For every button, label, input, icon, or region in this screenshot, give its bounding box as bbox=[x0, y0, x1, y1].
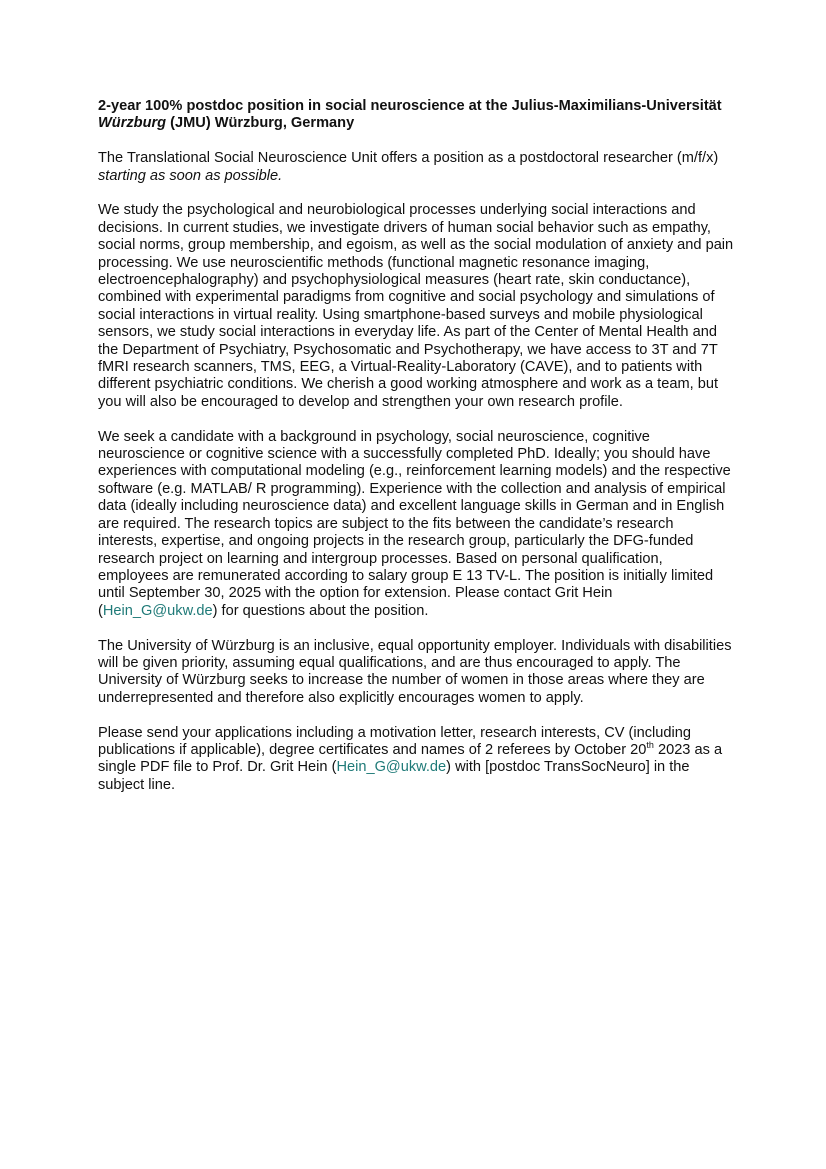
document-title bbox=[98, 98, 734, 133]
application-text: Please send your applications including a motivation letter, research interests, CV (including publications if applicable), degree certificates and names of 2 referees by October 20 bbox=[98, 724, 691, 758]
candidate-text-after: ) for questions about the position. bbox=[212, 602, 429, 619]
candidate-text: We seek a candidate with a background in psychology, social neuroscience, cognitive neuroscience or cognitive science with a successfully completed PhD. Ideally; you should have experiences with computational modeling (e.g., reinforcement learning models) and the respective software (e.g. MATLAB/ R programming). Experience with the collection and analysis of empirical data (ideally including neuroscience data) and excellent language skills in German and in English are required. The research topics are subject to the fits between the candidate’s research interests, expertise, and ongoing projects in the research group, particularly the DFG-funded research project on learning and intergroup processes. Based on personal qualification, employees are remunerated according to salary group E 13 TV-L. The position is initially limited until September 30, 2025 with the option for extension. Please contact Grit Hein ( bbox=[98, 428, 731, 619]
intro-paragraph bbox=[98, 150, 734, 185]
application-paragraph bbox=[98, 725, 734, 795]
application-email-link[interactable]: Hein_G@ukw.de bbox=[336, 759, 447, 776]
intro-text: The Translational Social Neuroscience Unit offers a position as a postdoctoral researcher (m/f/x) bbox=[98, 150, 719, 167]
equality-paragraph: The University of Würzburg is an inclusive, equal opportunity employer. Individuals with disabilities will be given priority, assuming equal qualifications, and are thus encouraged to apply. The University of Würzburg seeks to increase the number of women in those areas where they are underrepresented and therefore also explicitly encourages women to apply. bbox=[98, 637, 732, 706]
application-text-after: ) with [postdoc TransSocNeuro] in the subject line. bbox=[98, 759, 690, 793]
research-paragraph: We study the psychological and neurobiological processes underlying social interactions and decisions. In current studies, we investigate drivers of human social behavior such as empathy, social norms, group membership, and egoism, as well as the social modulation of anxiety and pain processing. We use neuroscientific methods (functional magnetic resonance imaging, electroencephalography) and psychophysiological measures (heart rate, skin conductance), combined with experimental paradigms from cognitive and social psychology and simulations of social interactions in virtual reality. Using smartphone-based surveys and mobile physiological sensors, we study social interactions in everyday life. As part of the Center of Mental Health and the Department of Psychiatry, Psychosomatic and Psychotherapy, we have access to 3T and 7T fMRI research scanners, TMS, EEG, a Virtual-Reality-Laboratory (CAVE), and to patients with different psychiatric conditions. We cherish a good working atmosphere and work as a team, but you will also be encouraged to develop and strengthen your own research profile. bbox=[98, 202, 734, 410]
intro-italic: starting as soon as possible. bbox=[98, 167, 283, 184]
document-page bbox=[98, 98, 734, 812]
application-text-mid: 2023 as a single PDF file to Prof. Dr. Grit Hein ( bbox=[98, 741, 723, 776]
title-part-3: (JMU) Würzburg, Germany bbox=[166, 115, 355, 132]
title-part-2-italic: Würzburg bbox=[98, 115, 167, 132]
title-part-1: 2-year 100% postdoc position in social neuroscience at the Julius-Maximilians-Universität bbox=[98, 98, 722, 114]
contact-email-link[interactable]: Hein_G@ukw.de bbox=[102, 602, 213, 619]
candidate-paragraph bbox=[98, 429, 734, 620]
ordinal-suffix: th bbox=[646, 740, 654, 751]
